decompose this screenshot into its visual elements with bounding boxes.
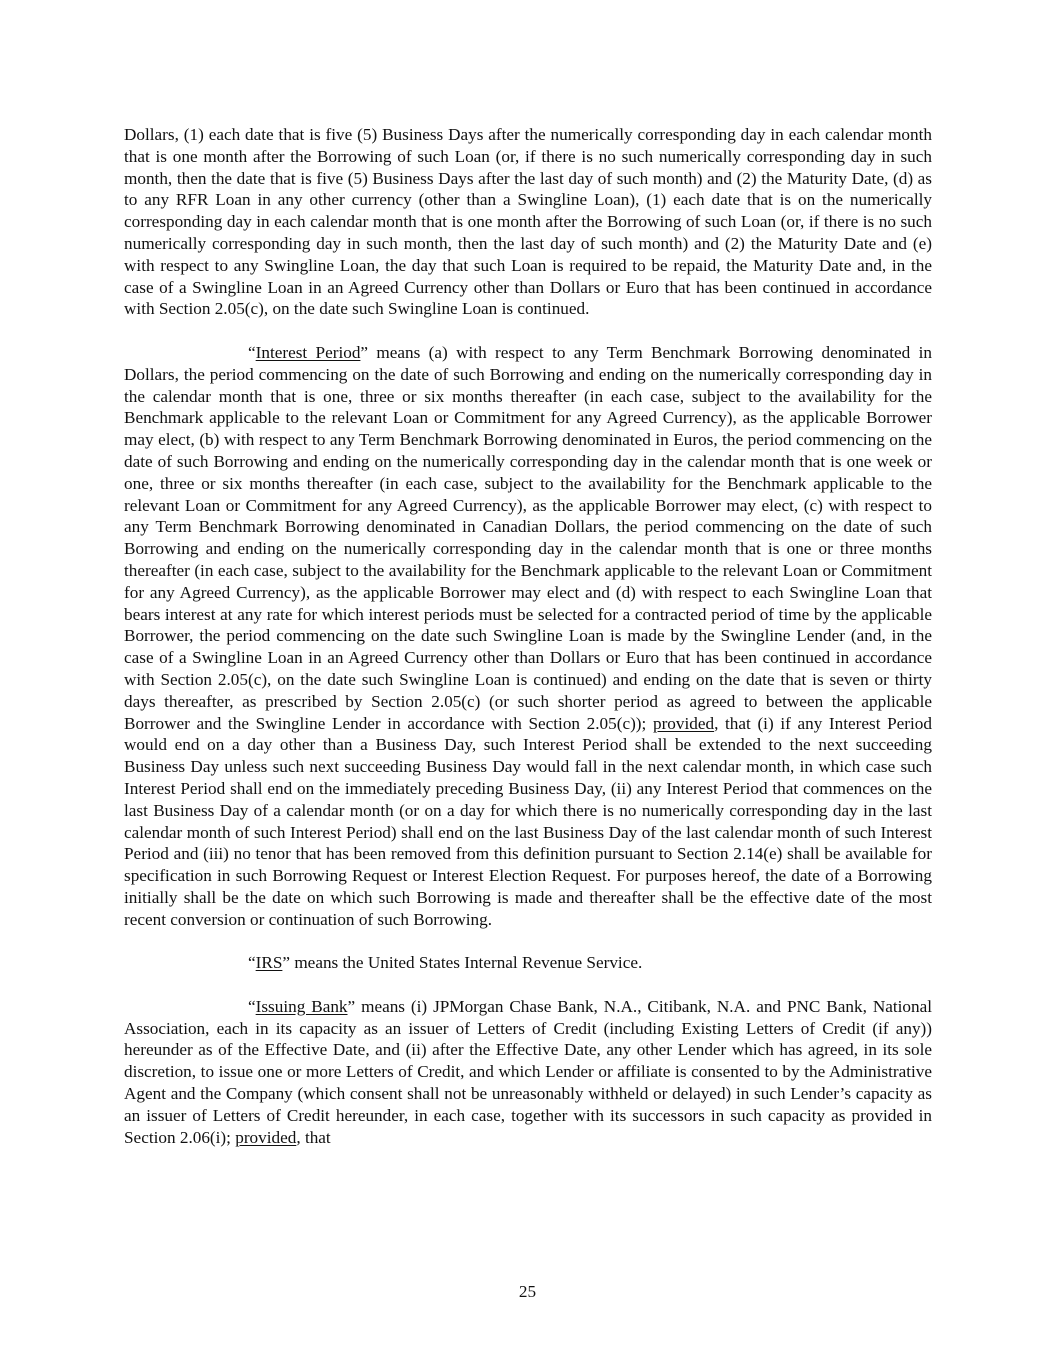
defined-term-issuing-bank: Issuing Bank (255, 996, 348, 1016)
paragraph-text: ” means (i) JPMorgan Chase Bank, N.A., Citibank, N.A. and PNC Bank, National Association, each in its capacity as an issuer of Letters of Credit (including Existing Letters of Credit (if any)) hereunder as of the Effective Date, and (ii) after the Effective Date, any other Lender which has agreed, in its sole discretion, to issue one or more Letters of Credit, and which Lender or affiliate is consented to by the Administrative Agent and the Company (which consent shall not be unreasonably withheld or delayed) in such Lender’s capacity as an issuer of Letters of Credit hereunder, in each case, together with its successors in such capacity as provided in Section 2.06(i); (124, 996, 932, 1147)
paragraph-text: Dollars, (1) each date that is five (5) Business Days after the numerically corresponding day in each calendar month that is one month after the Borrowing of such Loan (or, if there is no such numerically corresponding day in such month, then the date that is five (5) Business Days after the last day of such month) and (2) the Maturity Date, (d) as to any RFR Loan in any other currency (other than a Swingline Loan), (1) each date that is on the numerically corresponding day in each calendar month that is one month after the Borrowing of such Loan (or, if there is no such numerically corresponding day in such month, then the last day of such month) and (2) the Maturity Date and (e) with respect to any Swingline Loan, the day that such Loan is required to be repaid, the Maturity Date and, in the case of a Swingline Loan in an Agreed Currency other than Dollars or Euro that has been continued in accordance with Section 2.05(c), on the date such Swingline Loan is continued. (124, 125, 932, 319)
defined-term-irs: IRS (255, 953, 283, 973)
paragraph-text: “ (248, 953, 256, 973)
defined-term-interest-period: Interest Period (255, 342, 361, 362)
paragraph-text: “ (248, 996, 256, 1016)
paragraph-text: , that (296, 1127, 331, 1147)
page-number: 25 (518, 1282, 537, 1301)
paragraph-interest-period-definition (124, 342, 932, 931)
paragraph-text: “ (248, 342, 256, 362)
provided-term: provided (652, 713, 715, 733)
paragraph-text: ” means the United States Internal Revenue Service. (282, 953, 643, 973)
provided-term: provided (235, 1127, 297, 1147)
paragraph-irs-definition (124, 952, 932, 974)
paragraph-interest-payment-date-continuation (124, 124, 932, 320)
paragraph-text: ” means (a) with respect to any Term Benchmark Borrowing denominated in Dollars, the period commencing on the date of such Borrowing and ending on the numerically corresponding day in the calendar month that is one, three or six months thereafter (in each case, subject to the availability for the Benchmark applicable to the relevant Loan or Commitment for any Agreed Currency), as the applicable Borrower may elect, (b) with respect to any Term Benchmark Borrowing denominated in Euros, the period commencing on the date of such Borrowing and ending on the numerically corresponding day in the calendar month that is one week or one, three or six months thereafter (in each case, subject to the availability for the Benchmark applicable to the relevant Loan or Commitment for any Agreed Currency), as the applicable Borrower may elect, (c) with respect to any Term Benchmark Borrowing denominated in Canadian Dollars, the period commencing on the date of such Borrowing and ending on the numerically corresponding day in the calendar month that is one or three months thereafter (in each case, subject to the availability for the Benchmark applicable to the relevant Loan or Commitment for any Agreed Currency), as the applicable Borrower may elect and (d) with respect to each Swingline Loan that bears interest at any rate for which interest periods must be selected for a contracted period of time by the applicable Borrower, the period commencing on the date such Swingline Loan is made by the Swingline Lender (and, in the case of a Swingline Loan in an Agreed Currency other than Dollars or Euro that has been continued in accordance with Section 2.05(c), on the date such Swingline Loan is continued) and ending on the date that is seven or thirty days thereafter, as prescribed by Section 2.05(c) (or such shorter period as agreed to between the applicable Borrower and the Swingline Lender in accordance with Section 2.05(c)); (124, 342, 932, 733)
paragraph-text: , that (i) if any Interest Period would end on a day other than a Business Day, such Interest Period shall be extended to the next succeeding Business Day unless such next succeeding Business Day would fall in the next calendar month, in which case such Interest Period shall end on the immediately preceding Business Day, (ii) any Interest Period that commences on the last Business Day of a calendar month (or on a day for which there is no numerically corresponding day in the last calendar month of such Interest Period) shall end on the last Business Day of the last calendar month of such Interest Period and (iii) no tenor that has been removed from this definition pursuant to Section 2.14(e) shall be available for specification in such Borrowing Request or Interest Election Request. For purposes hereof, the date of a Borrowing initially shall be the date on which such Borrowing is made and thereafter shall be the effective date of the most recent conversion or continuation of such Borrowing. (124, 713, 932, 929)
paragraph-issuing-bank-definition (124, 996, 932, 1149)
document-body (124, 124, 932, 1170)
